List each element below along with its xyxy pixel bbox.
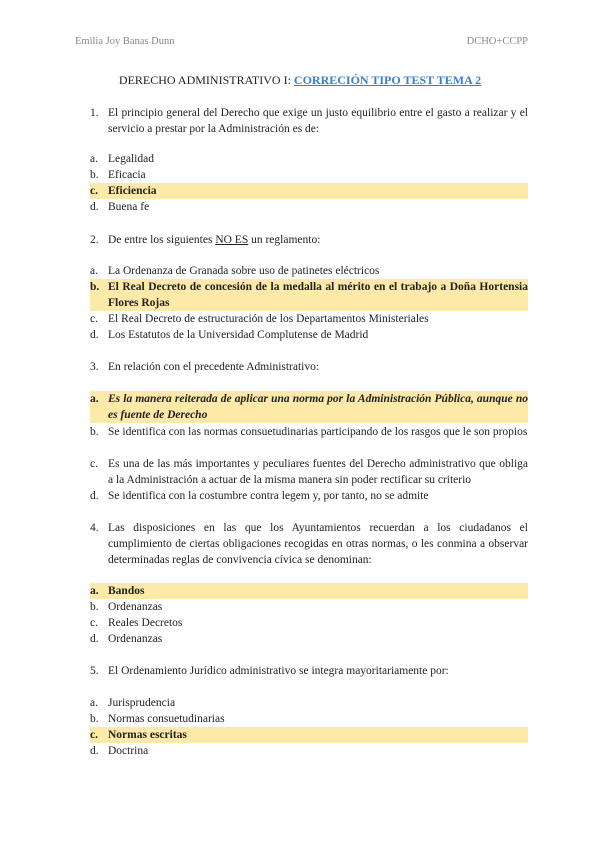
q1-option-d [90, 199, 528, 215]
question-number: 5. [90, 665, 99, 677]
option-letter: b. [90, 426, 99, 438]
option-text: Se identifica con la costumbre contra legem y, por tanto, no se admite [108, 490, 429, 502]
question-number: 1. [90, 107, 99, 119]
option-text: El Real Decreto de estructuración de los Departamentos Ministeriales [108, 313, 429, 325]
question-3 [90, 359, 528, 375]
option-letter: c. [90, 313, 98, 325]
option-text: Doctrina [108, 745, 149, 757]
option-letter: d. [90, 633, 99, 645]
q2-option-d [90, 327, 528, 343]
q5-option-a [90, 695, 528, 711]
q1-option-b [90, 167, 528, 183]
q3-option-a-correct [90, 391, 528, 423]
option-letter: d. [90, 745, 99, 757]
q5-option-c-correct [90, 727, 528, 743]
option-letter: c. [90, 458, 98, 470]
option-letter: b. [90, 281, 100, 293]
document-title [0, 73, 600, 88]
question-number: 2. [90, 234, 99, 246]
question-number: 3. [90, 361, 99, 373]
option-letter: c. [90, 729, 98, 741]
option-letter: a. [90, 697, 98, 709]
q2-option-c [90, 311, 528, 327]
option-text: Legalidad [108, 153, 154, 165]
option-letter: b. [90, 601, 99, 613]
header-author: Emilia Joy Banas Dunn [75, 36, 175, 47]
q2-option-b-correct [90, 279, 528, 311]
option-letter: d. [90, 329, 99, 341]
option-text: La Ordenanza de Granada sobre uso de patinetes eléctricos [108, 265, 380, 277]
question-text: Las disposiciones en las que los Ayuntamientos recuerdan a los ciudadanos el cumplimiento de ciertas obligaciones recogidas en otras normas, o les conmina a observar determinadas reglas de convivencia cívica se denominan: [108, 522, 528, 566]
q4-option-a-correct [90, 583, 528, 599]
option-text: Es una de las más importantes y peculiares fuentes del Derecho administrativo que obliga a la Administración a actuar de la misma manera sin poder rectificar su criterio [108, 458, 528, 486]
question-2 [90, 232, 528, 248]
option-letter: c. [90, 617, 98, 629]
q4-option-b [90, 599, 528, 615]
q3-option-b [90, 424, 528, 440]
q1-option-a [90, 151, 528, 167]
option-letter: b. [90, 169, 99, 181]
option-letter: d. [90, 490, 99, 502]
option-text: Normas consuetudinarias [108, 713, 225, 725]
title-prefix: DERECHO ADMINISTRATIVO I: [118, 73, 294, 87]
option-letter: c. [90, 185, 98, 197]
option-letter: a. [90, 393, 99, 405]
option-text: Eficacia [108, 169, 146, 181]
option-text: Los Estatutos de la Universidad Complutense de Madrid [108, 329, 369, 341]
option-letter: b. [90, 713, 99, 725]
question-4 [90, 520, 528, 568]
option-text: Jurisprudencia [108, 697, 176, 709]
question-1 [90, 105, 528, 137]
q2-option-a [90, 263, 528, 279]
q4-option-d [90, 631, 528, 647]
q3-option-c [90, 456, 528, 488]
question-text: El Ordenamiento Jurídico administrativo se integra mayoritariamente por: [108, 665, 449, 677]
option-text: El Real Decreto de concesión de la medalla al mérito en el trabajo a Doña Hortensia Flores Rojas [108, 281, 528, 309]
underlined-negation: NO ES [215, 234, 249, 246]
option-text: Reales Decretos [108, 617, 183, 629]
question-5 [90, 663, 528, 679]
q5-option-d [90, 743, 528, 759]
option-text: Buena fe [108, 201, 150, 213]
option-text: Se identifica con las normas consuetudinarias participando de los rasgos que le son propios [108, 426, 528, 438]
q1-option-c-correct [90, 183, 528, 199]
header-course: DCHO+CCPP [466, 36, 528, 47]
q4-option-c [90, 615, 528, 631]
question-text: En relación con el precedente Administrativo: [108, 361, 320, 373]
option-text: Es la manera reiterada de aplicar una norma por la Administración Pública, aunque no es fuente de Derecho [108, 393, 528, 421]
question-text: De entre los siguientes NO ES un reglamento: [108, 234, 321, 246]
option-text: Eficiencia [108, 185, 157, 197]
option-letter: a. [90, 585, 99, 597]
q3-option-d [90, 488, 528, 504]
option-text: Bandos [108, 585, 145, 597]
title-link[interactable]: CORRECIÓN TIPO TEST TEMA 2 [293, 73, 482, 87]
question-number: 4. [90, 522, 99, 534]
question-text: El principio general del Derecho que exige un justo equilibrio entre el gasto a realizar y el servicio a prestar por la Administración es de: [108, 107, 528, 135]
option-letter: a. [90, 153, 98, 165]
page-header [75, 36, 528, 50]
option-text: Normas escritas [108, 729, 187, 741]
option-letter: a. [90, 265, 98, 277]
option-letter: d. [90, 201, 99, 213]
q5-option-b [90, 711, 528, 727]
option-text: Ordenanzas [108, 633, 163, 645]
option-text: Ordenanzas [108, 601, 163, 613]
